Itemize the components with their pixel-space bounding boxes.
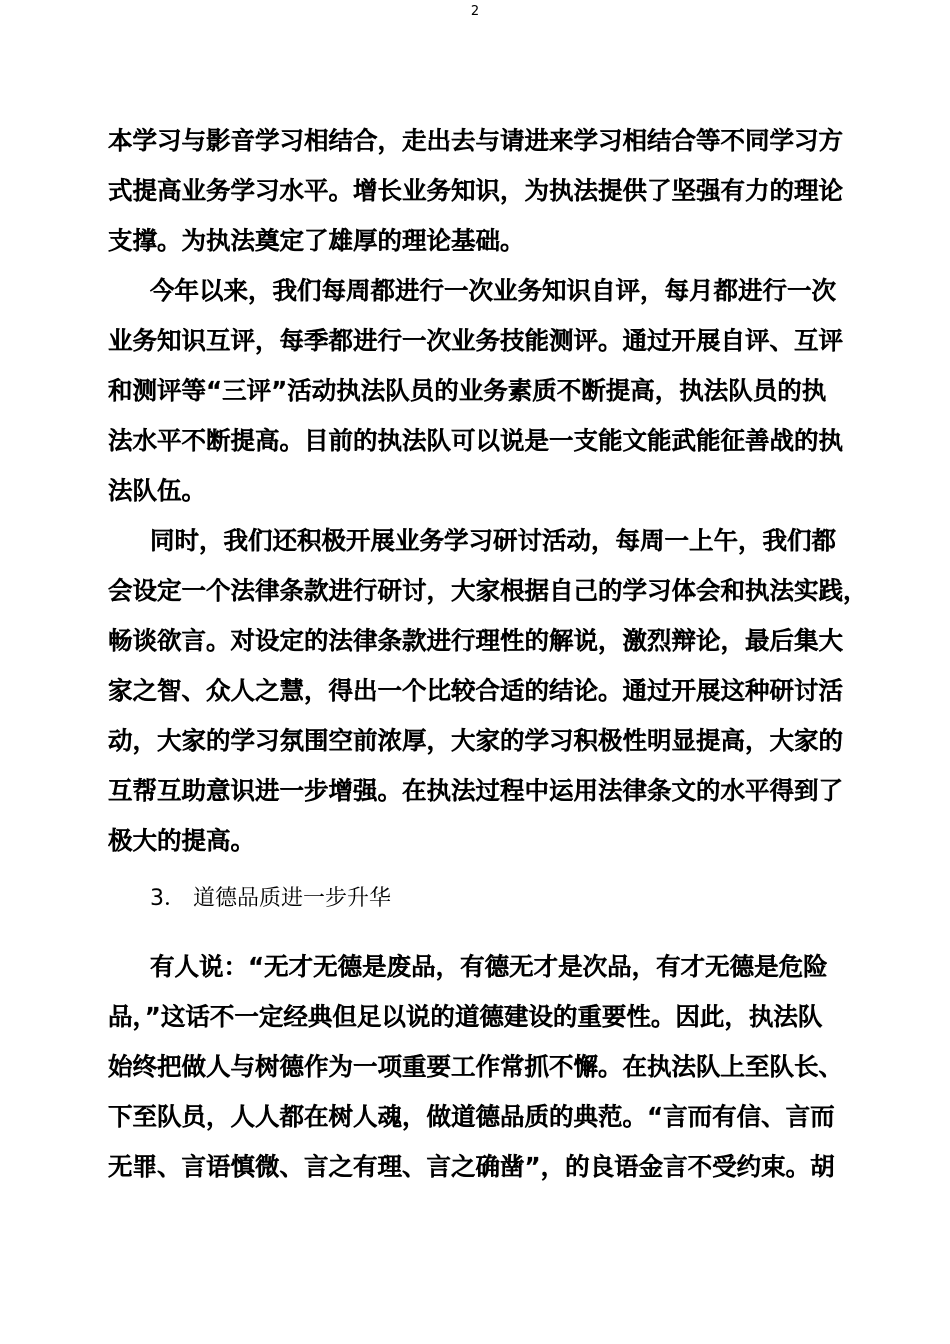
text-line: 会设定一个法律条款进行研讨，大家根据自己的学习体会和执法实践，	[108, 576, 868, 605]
text-line: 式提高业务学习水平。增长业务知识，为执法提供了坚强有力的理论	[108, 176, 843, 205]
text-line: 极大的提高。	[108, 826, 255, 855]
text-line: 畅谈欲言。对设定的法律条款进行理性的解说，激烈辩论，最后集大	[108, 626, 843, 655]
text-line: 今年以来，我们每周都进行一次业务知识自评，每月都进行一次	[150, 276, 836, 305]
text-line: 同时，我们还积极开展业务学习研讨活动，每周一上午，我们都	[150, 526, 836, 555]
text-line: 本学习与影音学习相结合，走出去与请进来学习相结合等不同学习方	[108, 126, 843, 155]
text-line: 下至队员，人人都在树人魂，做道德品质的典范。“言而有信、言而	[108, 1102, 835, 1131]
text-line: 无罪、言语慎微、言之有理、言之确凿”，的良语金言不受约束。胡	[108, 1152, 835, 1181]
text-line: 法水平不断提高。目前的执法队可以说是一支能文能武能征善战的执	[108, 426, 843, 455]
section-heading: 3． 道德品质进一步升华	[150, 886, 391, 911]
text-line: 法队伍。	[108, 476, 206, 505]
text-line: 互帮互助意识进一步增强。在执法过程中运用法律条文的水平得到了	[108, 776, 843, 805]
text-line: 业务知识互评，每季都进行一次业务技能测评。通过开展自评、互评	[108, 326, 843, 355]
text-line: 始终把做人与树德作为一项重要工作常抓不懈。在执法队上至队长、	[108, 1052, 843, 1081]
text-line: 有人说：“无才无德是废品，有德无才是次品，有才无德是危险	[150, 952, 828, 981]
text-line: 家之智、众人之慧，得出一个比较合适的结论。通过开展这种研讨活	[108, 676, 843, 705]
text-line: 支撑。为执法奠定了雄厚的理论基础。	[108, 226, 525, 255]
text-line: 动，大家的学习氛围空前浓厚，大家的学习积极性明显提高，大家的	[108, 726, 843, 755]
page-number: 2	[470, 4, 480, 19]
text-line: 和测评等“三评”活动执法队员的业务素质不断提高，执法队员的执	[108, 376, 827, 405]
text-line: 品，”这话不一定经典但足以说的道德建设的重要性。因此，执法队	[108, 1002, 823, 1031]
